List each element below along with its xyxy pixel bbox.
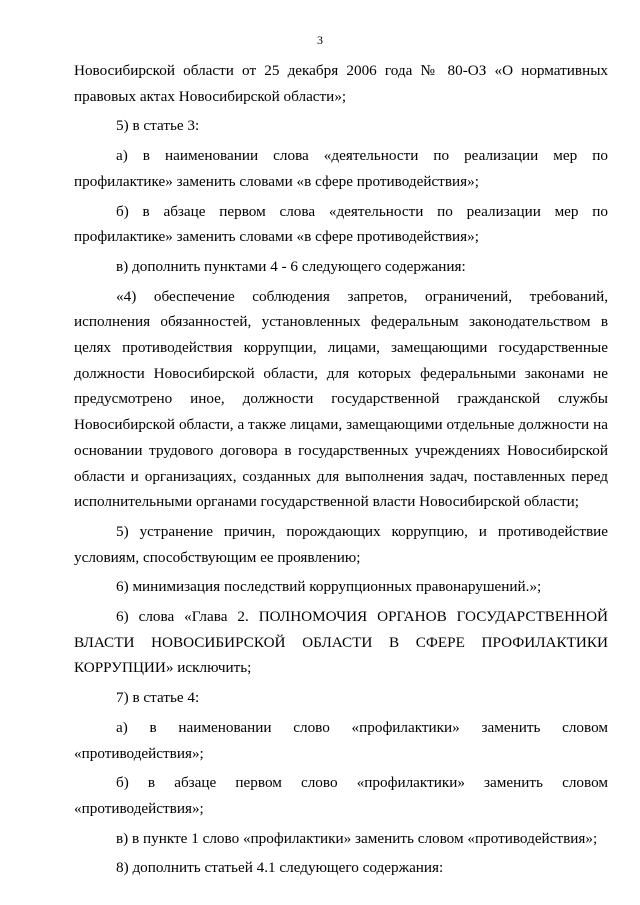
page-number: 3 <box>317 33 323 47</box>
paragraph-item-7v: в) в пункте 1 слово «профилактики» заменить словом «противодействия»; <box>116 829 598 847</box>
paragraph-item-5b: б) в абзаце первом слова «деятельности по реализации мер по профилактике» заменить словами «в сфере противодействия»; <box>74 202 608 246</box>
paragraph-point-4: «4) обеспечение соблюдения запретов, ограничений, требований, исполнения обязанностей, установленных федеральным законодательством в целях противодействия коррупции, лицами, замещающими государственные должности Новосибирской области, для которых федеральными законами не предусмотрено иное, должности государственной гражданской службы Новосибирской области, а также лицами, замещающими отдельные должности на основании трудового договора в государственных учреждениях Новосибирской области и организациях, созданных для выполнения задач, поставленных перед исполнительными органами государственной власти Новосибирской области; <box>74 287 608 511</box>
paragraph-item-7: 7) в статье 4: <box>116 689 200 707</box>
paragraph-item-8: 8) дополнить статьей 4.1 следующего содержания: <box>116 859 444 877</box>
document-body <box>74 58 608 885</box>
paragraph-point-6: 6) минимизация последствий коррупционных правонарушений.»; <box>116 578 542 596</box>
paragraph-point-5: 5) устранение причин, порождающих коррупцию, и противодействие условиям, способствующим ее проявлению; <box>74 522 608 566</box>
paragraph-item-6: 6) слова «Глава 2. ПОЛНОМОЧИЯ ОРГАНОВ ГОСУДАРСТВЕННОЙ ВЛАСТИ НОВОСИБИРСКОЙ ОБЛАСТИ В СФЕРЕ ПРОФИЛАКТИКИ КОРРУПЦИИ» исключить; <box>74 608 608 677</box>
paragraph-item-7a: а) в наименовании слово «профилактики» заменить словом «противодействия»; <box>74 718 608 762</box>
paragraph-item-7b: б) в абзаце первом слово «профилактики» заменить словом «противодействия»; <box>74 774 608 817</box>
paragraph-law-reference: Новосибирской области от 25 декабря 2006 года № 80-ОЗ «О нормативных правовых актах Новосибирской области»; <box>74 62 608 105</box>
paragraph-item-5: 5) в статье 3: <box>116 117 200 135</box>
paragraph-item-5a: а) в наименовании слова «деятельности по реализации мер по профилактике» заменить словами «в сфере противодействия»; <box>74 147 608 190</box>
paragraph-item-5v: в) дополнить пунктами 4 - 6 следующего содержания: <box>116 257 466 275</box>
